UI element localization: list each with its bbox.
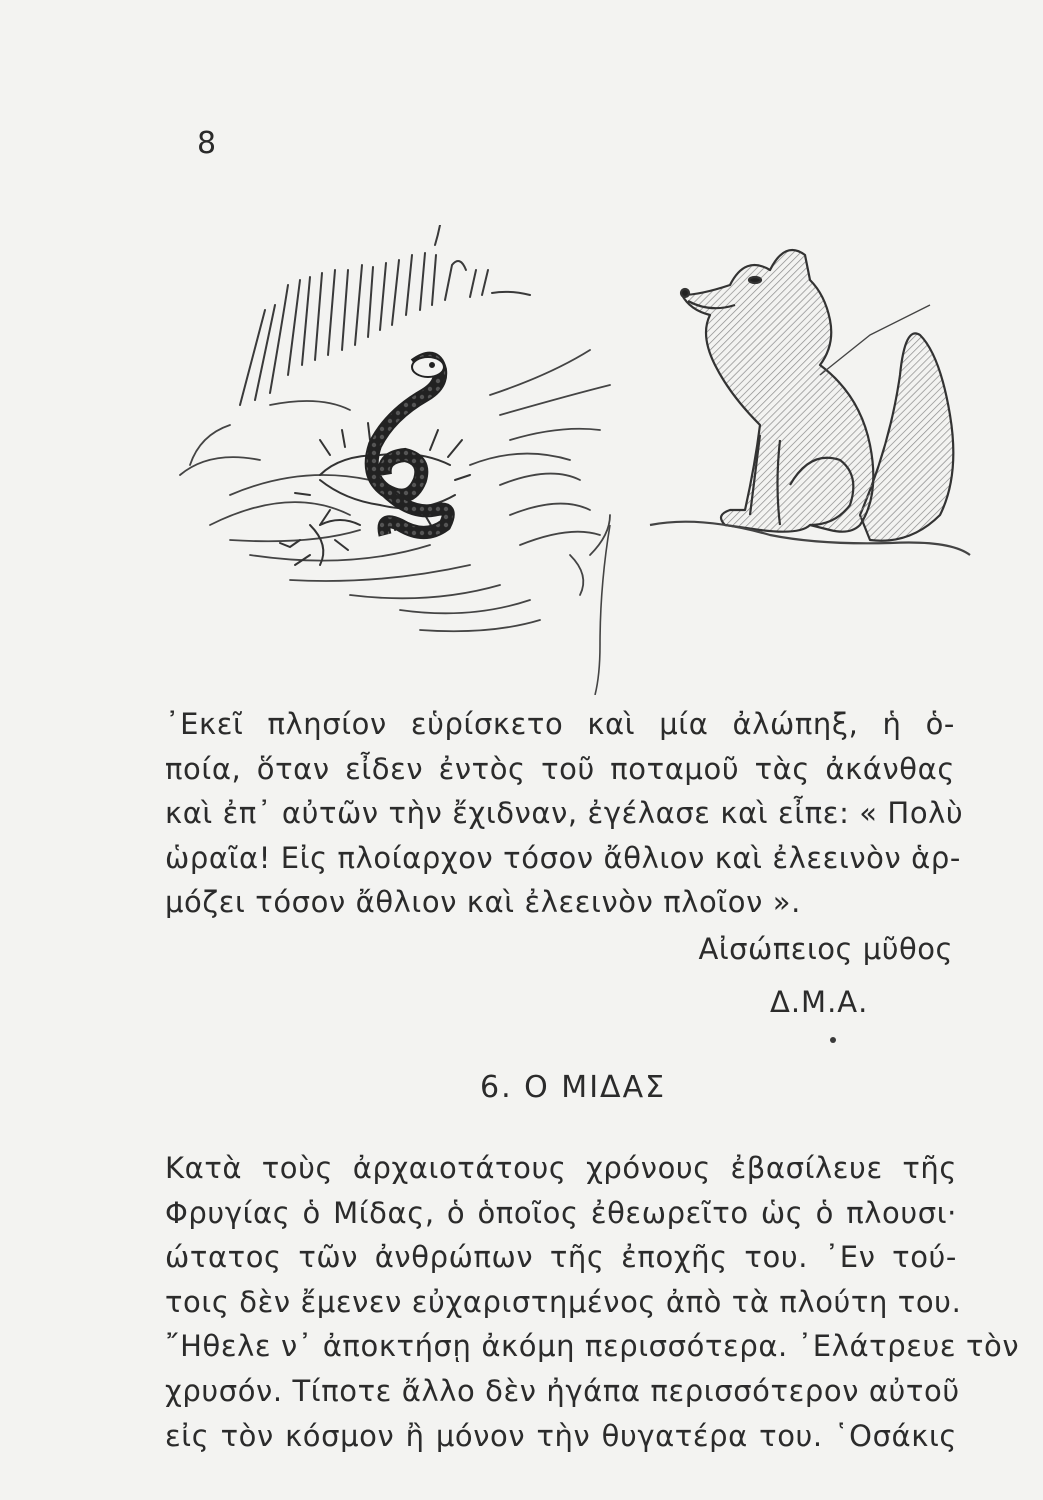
text-line: ῎Ηθελε ν᾿ ἀποκτήσῃ ἀκόμη περισσότερα. ᾿Ελάτρευε τὸν [165,1329,1020,1364]
section-title: 6. Ο ΜΙΔΑΣ [480,1070,667,1105]
author-initials: Δ.Μ.Α. [770,985,869,1019]
text-line: χρυσόν. Τίποτε ἄλλο δὲν ἠγάπα περισσότερον αὐτοῦ [165,1373,960,1408]
text-line: καὶ ἐπ᾿ αὐτῶν τὴν ἔχιδναν, ἐγέλασε καὶ εἶπε: « Πολὺ [165,796,964,831]
text-line: Φρυγίας ὁ Μίδας, ὁ ὁποῖος ἐθεωρεῖτο ὡς ὁ πλουσι· [165,1195,957,1230]
fox-icon [595,250,970,695]
text-line: ᾿Εκεῖ πλησίον εὑρίσκετο καὶ μία ἀλώπηξ, ἡ ὁ- [165,707,955,741]
fable-paragraph [165,702,964,925]
separator-dot [830,1037,836,1043]
text-line: ποία, ὅταν εἶδεν ἐντὸς τοῦ ποταμοῦ τὰς ἀκάνθας [165,751,955,786]
text-line: Κατὰ τοὺς ἀρχαιοτάτους χρόνους ἐβασίλευε τῆς [165,1151,957,1185]
snake-icon [372,357,449,535]
text-line: εἰς τὸν κόσμον ἢ μόνον τὴν θυγατέρα του. ῾Οσάκις [165,1418,957,1453]
midas-paragraph [165,1146,1020,1458]
fable-source: Αἰσώπειος μῦθος [698,932,953,966]
text-line: τοις δὲν ἔμενεν εὐχαριστημένος ἀπὸ τὰ πλούτη του. [165,1284,962,1319]
fable-illustration [170,225,990,695]
text-line: μόζει τόσον ἄθλιον καὶ ἐλεεινὸν πλοῖον ». [165,885,801,920]
reeds-icon [240,225,530,405]
text-line: ὡραῖα! Εἰς πλοίαρχον τόσον ἄθλιον καὶ ἐλεεινὸν ἁρ- [165,840,961,875]
page-number: 8 [197,126,217,161]
text-line: ώτατος τῶν ἀνθρώπων τῆς ἐποχῆς του. ᾿Εν τού- [165,1240,957,1275]
